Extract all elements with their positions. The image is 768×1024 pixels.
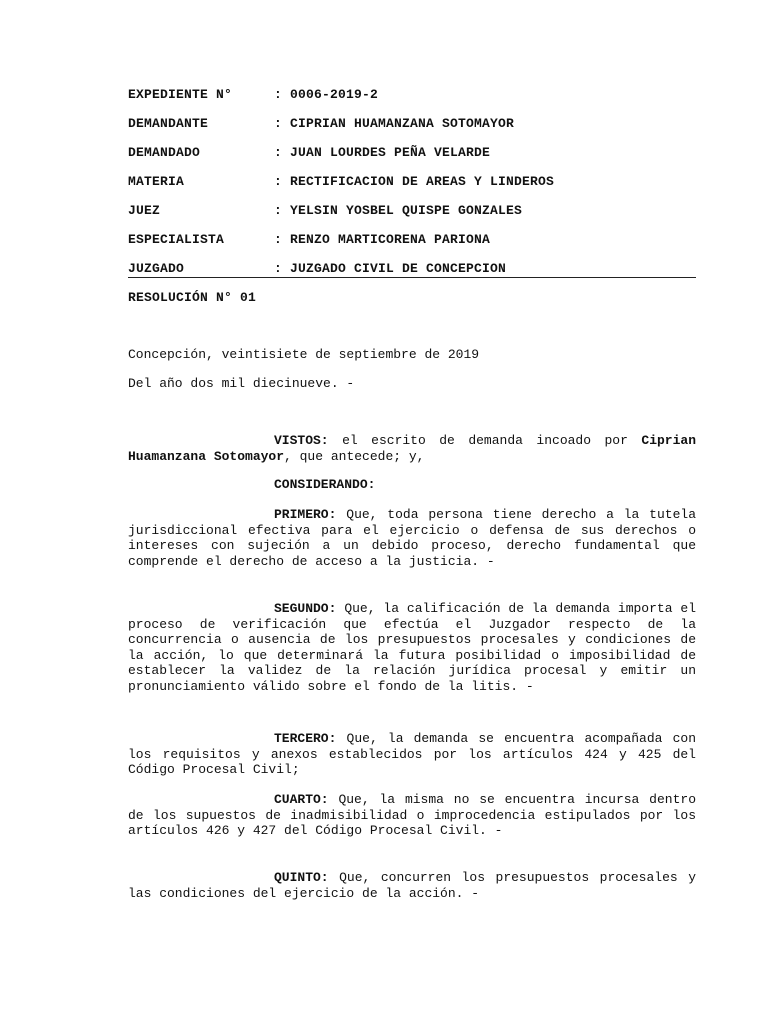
- header-row-materia: [128, 174, 696, 203]
- header-label: EXPEDIENTE N°: [128, 87, 233, 102]
- considerando-heading: [128, 477, 696, 493]
- point-label: SEGUNDO:: [274, 601, 337, 616]
- case-header: [128, 87, 696, 290]
- header-row-juez: [128, 203, 696, 232]
- vistos-text-end: , que antecede; y,: [284, 448, 425, 464]
- header-label: ESPECIALISTA: [128, 232, 225, 247]
- point-label: TERCERO:: [274, 731, 337, 746]
- header-row-expediente: [128, 87, 696, 116]
- point-text: Que, toda persona tiene derecho a la tutela jurisdiccional efectiva para el ejercicio o defensa de sus derechos o intereses con sujeción a un debido proceso, derecho fundamental que comprende el derecho de acceso a la justicia. -: [128, 507, 696, 569]
- resolution-number: RESOLUCIÓN N° 01: [128, 290, 257, 305]
- vistos-label: VISTOS:: [274, 433, 329, 448]
- vistos-paragraph: [128, 433, 696, 464]
- point-text: Que, la demanda se encuentra acompañada con los requisitos y anexos establecidos por los artículos 424 y 425 del Código Procesal Civil;: [128, 731, 696, 778]
- header-label: MATERIA: [128, 174, 185, 189]
- vistos-text: el escrito de demanda incoado por: [328, 433, 642, 448]
- point-label: PRIMERO:: [274, 507, 337, 522]
- header-value: : RECTIFICACION DE AREAS Y LINDEROS: [274, 174, 555, 189]
- plaintiff-name: Ciprian Huamanzana Sotomayor: [128, 433, 696, 464]
- primero-paragraph: [128, 507, 696, 569]
- point-text: Que, la calificación de la demanda importa el proceso de verificación que efectúa el Juzgador respecto de la concurrencia o ausencia de los presupuestos procesales y condiciones de la acción, lo que determinará la futura posibilidad o imposibilidad de establecer la validez de la relación jurídica procesal y emitir un pronunciamiento válido sobre el fondo de la litis. -: [128, 601, 696, 694]
- header-value: : RENZO MARTICORENA PARIONA: [274, 232, 491, 247]
- header-value: : JUZGADO CIVIL DE CONCEPCION: [274, 261, 507, 276]
- point-text: Que, la misma no se encuentra incursa dentro de los supuestos de inadmisibilidad o improcedencia estipulados por los artículos 426 y 427 del Código Procesal Civil. -: [128, 792, 696, 839]
- segundo-paragraph: [128, 601, 696, 695]
- header-divider: [128, 277, 696, 278]
- header-row-juzgado: [128, 261, 696, 290]
- header-row-especialista: [128, 232, 696, 261]
- date-line: Concepción, veintisiete de septiembre de 2019: [128, 347, 480, 362]
- considerando-label: CONSIDERANDO:: [274, 477, 376, 492]
- header-label: JUZGADO: [128, 261, 185, 276]
- header-row-demandante: [128, 116, 696, 145]
- year-line: Del año dos mil diecinueve. -: [128, 376, 355, 391]
- header-value: : CIPRIAN HUAMANZANA SOTOMAYOR: [274, 116, 515, 131]
- point-label: CUARTO:: [274, 792, 329, 807]
- quinto-paragraph: [128, 870, 696, 901]
- header-value: : YELSIN YOSBEL QUISPE GONZALES: [274, 203, 523, 218]
- point-label: QUINTO:: [274, 870, 329, 885]
- header-value: : 0006-2019-2: [274, 87, 379, 102]
- header-label: DEMANDANTE: [128, 116, 209, 131]
- cuarto-paragraph: [128, 792, 696, 839]
- point-text: Que, concurren los presupuestos procesales y las condiciones del ejercicio de la acción. -: [128, 870, 696, 901]
- header-row-demandado: [128, 145, 696, 174]
- header-label: DEMANDADO: [128, 145, 201, 160]
- header-value: : JUAN LOURDES PEÑA VELARDE: [274, 145, 491, 160]
- header-label: JUEZ: [128, 203, 161, 218]
- tercero-paragraph: [128, 731, 696, 778]
